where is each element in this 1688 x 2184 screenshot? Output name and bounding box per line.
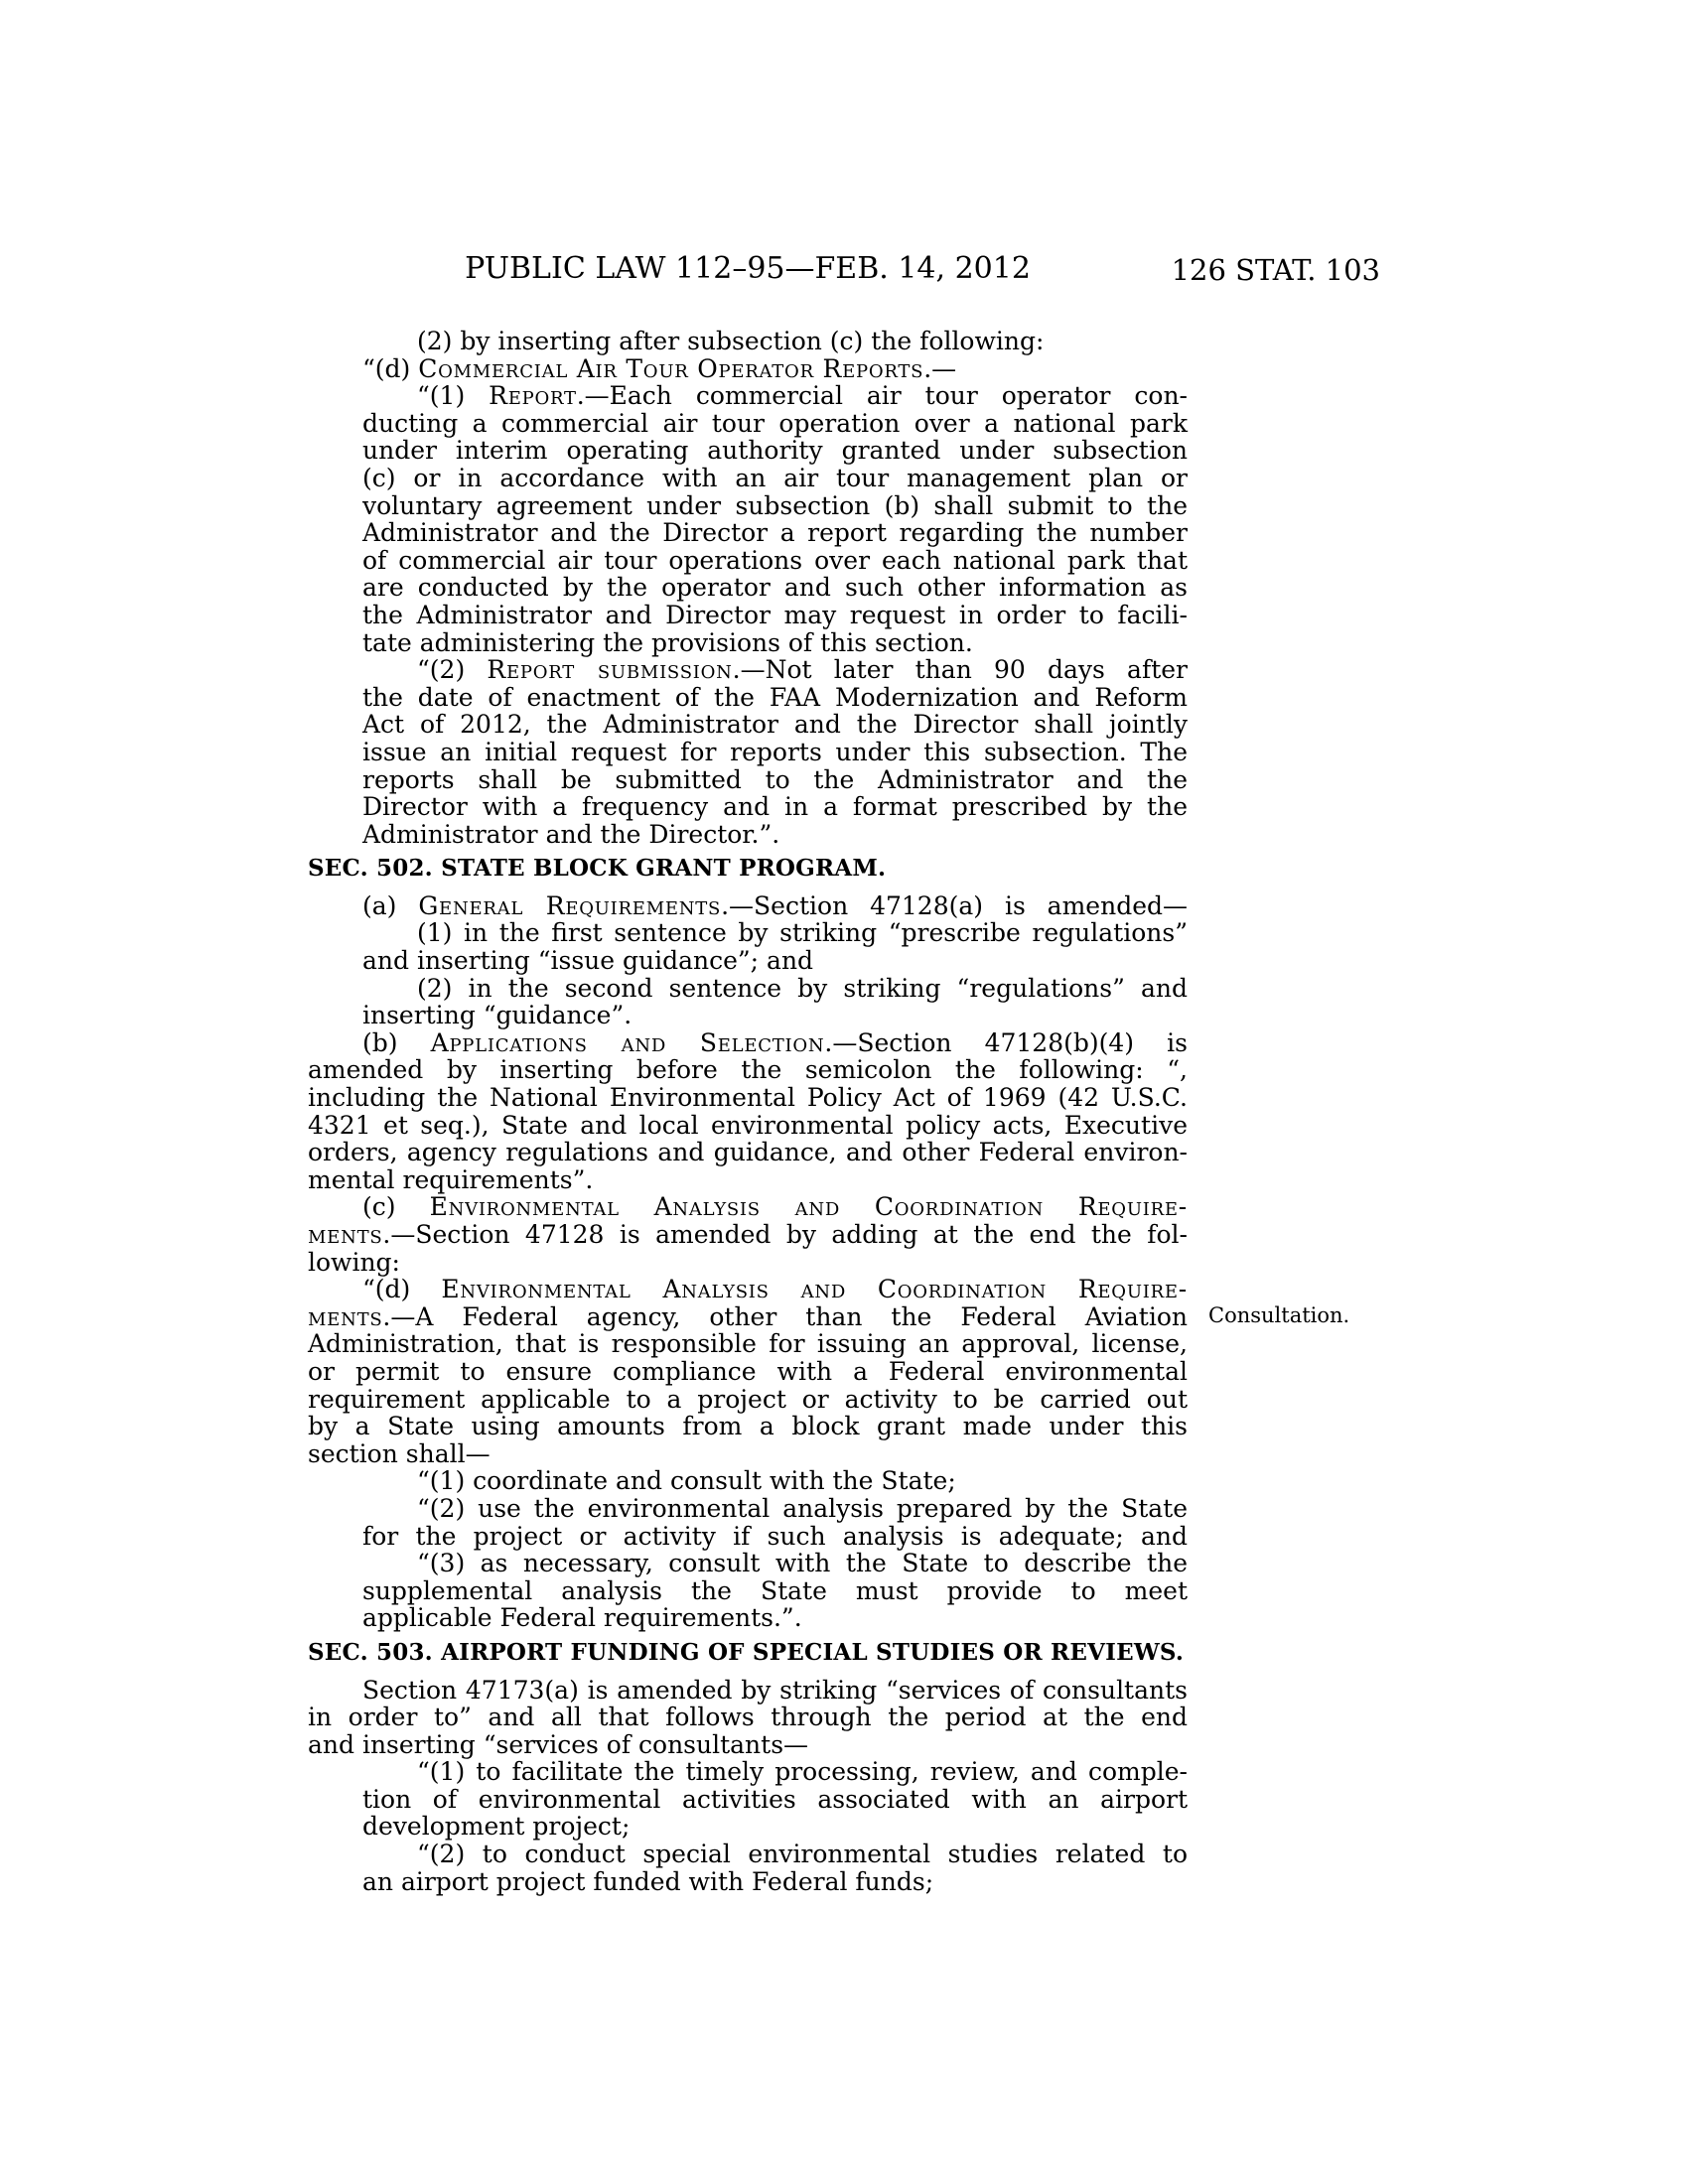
text-run: .—Section 47128(a) is amended— [721, 890, 1188, 920]
statute-line [308, 1139, 1188, 1166]
statute-line [362, 947, 1188, 975]
statute-line [308, 1413, 1188, 1440]
statute-line [362, 465, 1188, 492]
small-caps-run: Report [489, 381, 577, 411]
statute-line [362, 1677, 1188, 1705]
statute-line [362, 1604, 1188, 1632]
statute-line [417, 1841, 1188, 1868]
text-run: .— [923, 353, 957, 383]
statute-line [308, 1330, 1188, 1358]
text-run: (c) [362, 1192, 430, 1222]
statute-line [362, 892, 1188, 920]
statute-line [362, 739, 1188, 766]
statute-line [362, 355, 1188, 383]
text-run: “(1) to facilitate the timely processing, review, and comple- [417, 1757, 1188, 1787]
statute-line [362, 1868, 1188, 1896]
text-run: requirement applicable to a project or activity to be carried out [308, 1384, 1188, 1414]
statute-line [417, 1550, 1188, 1577]
text-run: “(2) [417, 655, 488, 685]
text-run: voluntary agreement under subsection (b) shall submit to the [362, 490, 1188, 520]
statute-line [417, 919, 1188, 947]
text-run: development project; [362, 1812, 631, 1842]
text-run: (a) [362, 890, 419, 920]
statute-line [308, 1704, 1188, 1731]
text-run: “(1) [417, 381, 490, 411]
statute-line [308, 1056, 1188, 1084]
statute-line [308, 1301, 1350, 1331]
statute-line [362, 1577, 1188, 1605]
text-run: ducting a commercial air tour operation over a national park [362, 408, 1188, 438]
statute-line [362, 574, 1188, 602]
text-run: Administrator and the Director a report regarding the number [362, 518, 1188, 548]
text-run: .—Section 47128 is amended by adding at the end the fol- [382, 1220, 1188, 1249]
statute-line [362, 1029, 1188, 1057]
statute-line [362, 1002, 1188, 1029]
statute-line [417, 975, 1188, 1003]
text-run: lowing: [308, 1247, 400, 1277]
statute-line [417, 328, 1188, 355]
text-run: tate administering the provisions of this section. [362, 627, 973, 657]
text-run: including the National Environmental Policy Act of 1969 (42 U.S.C. [308, 1083, 1188, 1113]
text-run: inserting “guidance”. [362, 1001, 633, 1030]
text-run: “(2) to conduct special environmental studies related to [417, 1840, 1188, 1869]
statute-line [362, 793, 1188, 821]
statute-line [362, 821, 1188, 849]
text-run: Administrator and the Director.”. [362, 819, 780, 849]
statute-line [417, 382, 1188, 410]
text-run: by a State using amounts from a block grant made under this [308, 1412, 1188, 1441]
text-run: .—Section 47128(b)(4) is [824, 1027, 1188, 1057]
statute-line [362, 410, 1188, 438]
text-run: and inserting “issue guidance”; and [362, 946, 814, 976]
text-run: applicable Federal requirements.”. [362, 1603, 802, 1633]
small-caps-run: Environmental Analysis and Coordination Require- [441, 1275, 1188, 1304]
text-run: .—Not later than 90 days after [732, 655, 1188, 685]
statute-line [362, 547, 1188, 575]
small-caps-run: ments [308, 1301, 383, 1331]
text-run: (2) in the second sentence by striking “regulations” and [417, 973, 1188, 1003]
header-stat-page: 126 STAT. 103 [1171, 253, 1380, 287]
margin-note: Consultation. [1208, 1302, 1350, 1327]
statute-line [362, 1193, 1188, 1221]
statute-body [308, 327, 1350, 1896]
statute-line [362, 766, 1188, 794]
statute-line [362, 1786, 1188, 1814]
text-run: amended by inserting before the semicolon the following: “, [308, 1055, 1188, 1085]
statute-line [362, 519, 1188, 547]
text-run: (c) or in accordance with an air tour management plan or [362, 463, 1188, 492]
text-run: (b) [362, 1027, 431, 1057]
statute-line [362, 602, 1188, 629]
text-run: “(3) as necessary, consult with the State to describe the [417, 1549, 1188, 1578]
small-caps-run: Environmental Analysis and Coordination Require- [429, 1192, 1188, 1222]
text-run: orders, agency regulations and guidance, and other Federal environ- [308, 1138, 1188, 1167]
section-heading: SEC. 502. STATE BLOCK GRANT PROGRAM. [308, 855, 887, 883]
statute-line [308, 1112, 1188, 1140]
text-run: or permit to ensure compliance with a Federal environmental [308, 1356, 1188, 1386]
statute-line [417, 1758, 1188, 1786]
text-run: Act of 2012, the Administrator and the Director shall jointly [362, 710, 1188, 740]
statute-line [308, 1358, 1188, 1386]
header-law-title: PUBLIC LAW 112–95—FEB. 14, 2012 [465, 251, 1031, 286]
text-run: (1) in the first sentence by striking “prescribe regulations” [417, 918, 1188, 948]
text-run: and inserting “services of consultants— [308, 1729, 809, 1759]
text-run: are conducted by the operator and such other information as [362, 573, 1188, 603]
text-run: issue an initial request for reports under this subsection. The [362, 737, 1188, 766]
text-run: .—Each commercial air tour operator con- [576, 381, 1188, 411]
text-run: the date of enactment of the FAA Modernization and Reform [362, 682, 1188, 712]
statute-line [362, 629, 1188, 657]
text-run: of commercial air tour operations over each national park that [362, 545, 1188, 575]
text-run: tion of environmental activities associated with an airport [362, 1784, 1188, 1814]
statute-line [362, 437, 1188, 465]
text-run: under interim operating authority granted under subsection [362, 436, 1188, 466]
statute-line [308, 1084, 1188, 1112]
text-run: mental requirements”. [308, 1164, 594, 1194]
text-run: section shall— [308, 1438, 491, 1468]
text-run: supplemental analysis the State must provide to meet [362, 1575, 1188, 1605]
small-caps-run: Report submission [487, 655, 733, 685]
statute-line [417, 1467, 1188, 1495]
section-heading: SEC. 503. AIRPORT FUNDING OF SPECIAL STUDIES OR REVIEWS. [308, 1638, 1185, 1666]
text-run: Administration, that is responsible for issuing an approval, license, [308, 1329, 1188, 1359]
statute-line [308, 1440, 1188, 1468]
text-run: for the project or activity if such analysis is adequate; and [362, 1521, 1188, 1551]
text-run: “(2) use the environmental analysis prepared by the State [417, 1493, 1188, 1523]
small-caps-run: ments [308, 1220, 383, 1249]
small-caps-run: General Requirements [418, 890, 722, 920]
statute-line [362, 492, 1188, 520]
text-run: (2) by inserting after subsection (c) the following: [417, 327, 1045, 355]
statute-line [308, 1731, 1188, 1759]
text-run: 4321 et seq.), State and local environmental policy acts, Executive [308, 1110, 1188, 1140]
statute-line [362, 1813, 1188, 1841]
statute-line [362, 684, 1188, 712]
statute-line [308, 1249, 1188, 1277]
text-run: Section 47173(a) is amended by striking “services of consultants [362, 1675, 1188, 1705]
text-run: “(d) [362, 1275, 442, 1304]
small-caps-run: Applications and Selection [430, 1027, 825, 1057]
statute-line [362, 1523, 1188, 1551]
text-run: “(1) coordinate and consult with the State; [417, 1466, 956, 1496]
text-run: in order to” and all that follows through the period at the end [308, 1703, 1188, 1732]
statute-line [417, 656, 1188, 684]
statute-line [417, 1495, 1188, 1523]
text-run: reports shall be submitted to the Administrator and the [362, 764, 1188, 794]
text-run: “(d) [362, 353, 419, 383]
text-run: .—A Federal agency, other than the Federal Aviation [382, 1301, 1188, 1331]
statute-line [308, 1166, 1188, 1194]
statute-line [308, 1386, 1188, 1414]
text-run: the Administrator and Director may request in order to facili- [362, 600, 1188, 629]
small-caps-run: Commercial Air Tour Operator Reports [418, 353, 924, 383]
statute-line [308, 1221, 1188, 1249]
statute-line [362, 711, 1188, 739]
text-run: Director with a frequency and in a format prescribed by the [362, 792, 1188, 822]
statute-line [362, 1276, 1188, 1303]
text-run: an airport project funded with Federal funds; [362, 1866, 934, 1896]
